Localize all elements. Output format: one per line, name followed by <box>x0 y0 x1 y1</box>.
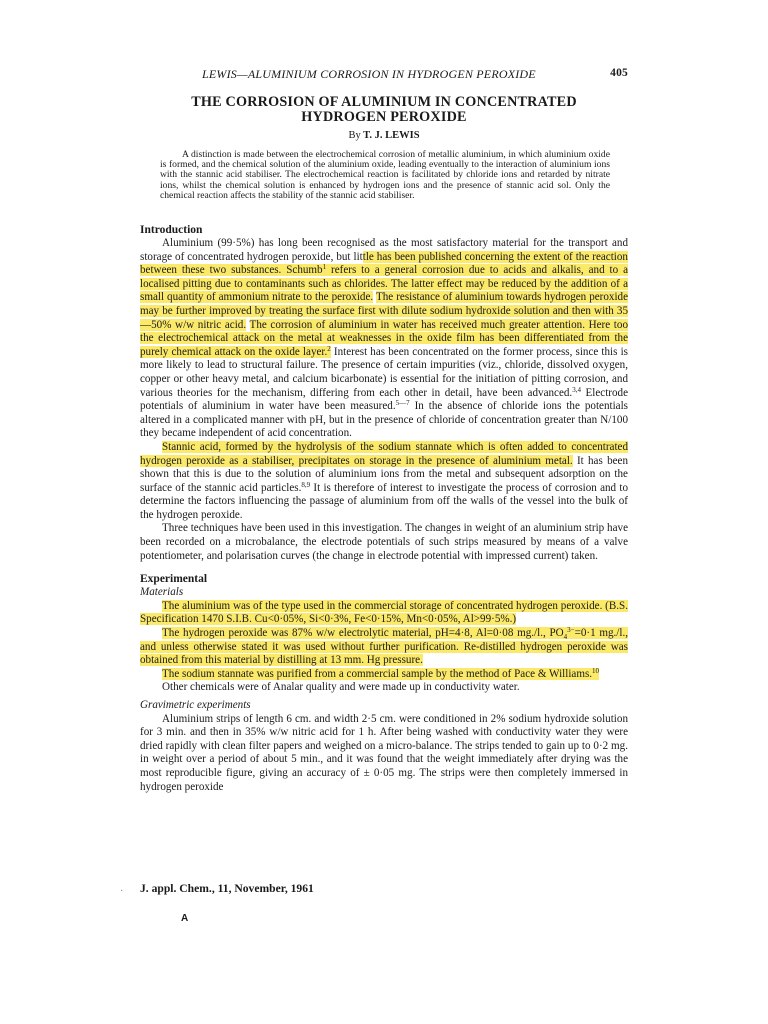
introduction-paragraph-3: Three techniques have been used in this investigation. The changes in weight of an aluminium strip have been recorded on a microbalance, the electrode potentials of such strips measured by means of a valve potentiometer, and polarisation curves (the change in electrode potential with impressed current) taken. <box>140 522 628 562</box>
running-title: LEWIS—ALUMINIUM CORROSION IN HYDROGEN PEROXIDE <box>202 67 536 81</box>
gravimetric-heading: Gravimetric experiments <box>140 699 251 711</box>
highlighted-text: The aluminium was of the type used in the commercial storage of concentrated hydrogen peroxide. (B.S. Specification 1470 S.I.B. Cu<0·05%, Si<0·3%, Fe<0·15%, Mn<0·05%, Al>99·5%.) <box>140 599 628 626</box>
text-run: It is therefore of interest to investigate the process of corrosion and to determine the factors influencing the passage of aluminium from off the walls of the vessel into the bulk of the hydrogen peroxide. <box>140 481 628 521</box>
text-run: In the absence of chloride ions the potentials altered in a complicated manner with pH, but in the presence of chloride of concentration greater than N/100 they became independent of acid concentration. <box>140 400 628 440</box>
materials-paragraph-4: Other chemicals were of Analar quality and were made up in conductivity water. <box>162 681 520 694</box>
materials-paragraph-2 <box>140 627 628 668</box>
highlighted-text <box>140 627 628 666</box>
byline-prefix: By <box>348 130 361 141</box>
author-name: T. J. LEWIS <box>363 130 420 141</box>
highlighted-text: The resistance of aluminium towards hydrogen peroxide may be further improved by treating the surface first with dilute sodium hydroxide solution and then with 35—50% w/w nitric acid. <box>140 291 629 331</box>
reference-marker: 8,9 <box>301 480 311 489</box>
introduction-paragraph-1 <box>140 237 628 441</box>
reference-marker: 2 <box>327 344 331 353</box>
text-run: The sodium stannate was purified from a commercial sample by the method of Pace & Williams. <box>162 667 593 680</box>
materials-paragraph-3 <box>140 668 628 682</box>
text-run: =0·1 mg./l., and unless otherwise stated it was used without further purification. Re-distilled hydrogen peroxide was obtained from this material by distilling at 13 mm. Hg pressure. <box>140 627 628 667</box>
text-run: Interest has been concentrated on the former process, since this is more likely to lead to structural failure. The presence of certain impurities (viz., chloride, dissolved oxygen, copper or other heavy metal, and calcium bicarbonate) is essential for the initiation of pitting corrosion, and various theories for the mechanism, differing from each other in detail, have been advanced. <box>140 345 628 399</box>
reference-marker: 3,4 <box>572 385 581 394</box>
text-run: tle has been published concerning the extent of the reaction between these two substances. Schumb <box>140 250 628 277</box>
paper-title <box>140 95 628 125</box>
journal-citation: J. appl. Chem., 11, November, 1961 <box>140 882 314 895</box>
experimental-heading: Experimental <box>140 573 208 586</box>
text-run: refers to a general corrosion due to acids and alkalis, and to a localised pitting due to contaminants such as chlorides. The latter effect may be reduced by the addition of a small quantity of ammonium nitrate to the peroxide. <box>140 264 628 304</box>
page-number: 405 <box>610 67 628 79</box>
text-run: The corrosion of aluminium in water has received much greater attention. Here too the electrochemical attack on the metal at weaknesses in the oxide film has been differentiated from the purely chemical attack on the oxide layer. <box>140 318 628 358</box>
superscript: 3− <box>567 626 575 635</box>
section-gap <box>140 563 628 572</box>
gravimetric-paragraph-1: Aluminium strips of length 6 cm. and width 2·5 cm. were conditioned in 2% sodium hydroxide solution for 3 min. and then in 35% w/w nitric acid for 1 h. After being washed with conductivity water they were dried rapidly with clean filter papers and weighed on a micro-balance. The strips tended to gain up to 0·2 mg. in weight over a period of about 5 min., and it was found that the weight immediately after drying was the most reproducible figure, giving an accuracy of ± 0·05 mg. The strips were then completely immersed in hydrogen peroxide <box>140 712 628 793</box>
margin-mark: · <box>120 886 124 897</box>
highlighted-text: Stannic acid, formed by the hydrolysis of the sodium stannate which is often added to concentrated hydrogen peroxide as a stabiliser, precipitates on storage in the presence of aluminium metal. <box>140 440 628 467</box>
introduction-heading: Introduction <box>140 224 203 236</box>
text-run: Electrode potentials of aluminium in water have been measured. <box>140 386 628 413</box>
paper-title-line-1: THE CORROSION OF ALUMINIUM IN CONCENTRATED <box>191 94 577 110</box>
paper-title-line-2: HYDROGEN PEROXIDE <box>301 109 467 125</box>
abstract: A distinction is made between the electrochemical corrosion of metallic aluminium, in which aluminium oxide is formed, and the chemical solution of the aluminium oxide, leading eventually to the interaction of aluminium ions with the stannic acid stabiliser. The electrochemical reaction is facilitated by chloride ions and retarded by nitrate ions, whilst the chemical solution is enhanced by hydrogen ions and the presence of stannic acid sol. Only the chemical reaction affects the stability of the stannic acid stabiliser. <box>160 149 610 201</box>
text-run: It has been shown that this is due to the solution of aluminium ions from the metal and subsequent adsorption on the surface of the stannic acid particles. <box>140 454 629 494</box>
text-run: The hydrogen peroxide was 87% w/w electrolytic material, pH=4·8, Al=0·08 mg./l., PO <box>162 627 564 640</box>
reference-marker: 1 <box>322 263 327 272</box>
highlighted-text <box>162 668 599 680</box>
subscript: 4 <box>563 633 568 642</box>
introduction-paragraph-2 <box>140 441 628 523</box>
reference-marker: 5—7 <box>395 399 410 408</box>
materials-paragraph-1 <box>140 600 628 627</box>
paper-body <box>140 223 628 794</box>
byline <box>140 130 628 141</box>
text-run: Aluminium (99·5%) has long been recognised as the most satisfactory material for the transport and storage of concentrated hydrogen peroxide, but lit <box>140 237 628 263</box>
reference-marker: 10 <box>592 666 600 675</box>
materials-heading: Materials <box>140 586 184 599</box>
signature-mark: A <box>181 913 189 924</box>
